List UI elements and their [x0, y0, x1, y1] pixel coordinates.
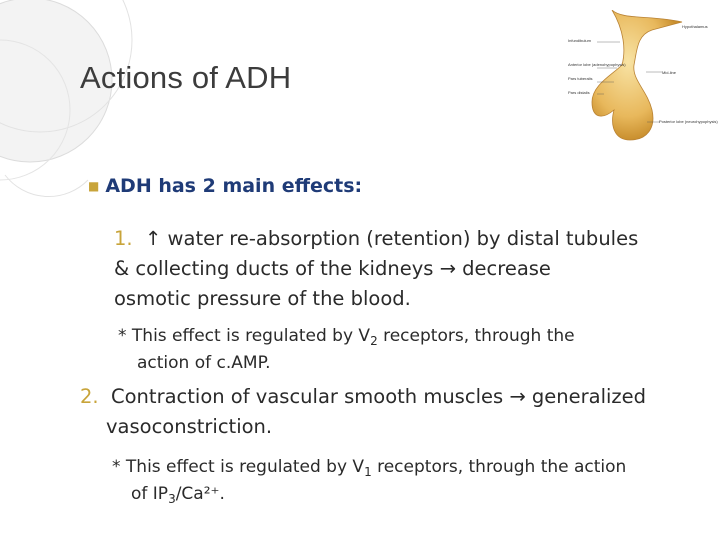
effect-1-line-2: & collecting ducts of the kidneys → decrease	[114, 257, 551, 280]
label-posterior-lobe: Posterior lobe (neurohypophysis)	[659, 119, 718, 124]
effect-2	[80, 382, 646, 442]
pituitary-illustration	[552, 10, 718, 160]
label-hypothalamus: Hypothalamus	[682, 24, 708, 29]
bullet-text: ADH has 2 main effects:	[105, 175, 363, 197]
effect-1-note-post: receptors, through the	[377, 326, 575, 346]
effect-1-line-1: ↑ water re-absorption (retention) by distal tubules	[145, 227, 639, 250]
effect-2-note-line-2-pre: of IP	[131, 484, 169, 504]
effect-1-note	[118, 325, 575, 374]
label-mid-line: Mid-line	[662, 70, 677, 75]
main-bullet	[88, 175, 362, 197]
label-infundibulum: Infundibulum	[568, 38, 591, 43]
effect-1-note-pre: * This effect is regulated by V	[118, 326, 371, 346]
label-pars-tuberalis: Pars tuberalis	[568, 76, 593, 81]
effect-2-note-sub: 1	[364, 465, 372, 479]
effect-2-note-line-2-post: /Ca²⁺.	[175, 484, 225, 504]
effect-1	[114, 224, 638, 314]
label-pars-distalis: Pars distalis	[568, 90, 590, 95]
effect-2-line-2: vasoconstriction.	[106, 415, 273, 438]
effect-1-number: 1.	[114, 227, 133, 250]
slide-title: Actions of ADH	[80, 60, 292, 95]
effect-2-number: 2.	[80, 385, 99, 408]
square-bullet-icon: ■	[88, 179, 100, 193]
effect-2-note-line-2-sub: 3	[168, 492, 176, 506]
effect-2-note-pre: * This effect is regulated by V	[112, 457, 365, 477]
effect-2-line-1: Contraction of vascular smooth muscles → generalized	[111, 385, 647, 408]
label-anterior-lobe: Anterior lobe (adenohypophysis)	[568, 62, 626, 67]
effect-1-note-sub: 2	[370, 334, 378, 348]
effect-1-line-3: osmotic pressure of the blood.	[114, 287, 411, 310]
effect-2-note-post: receptors, through the action	[371, 457, 627, 477]
effect-2-note	[112, 456, 626, 510]
effect-1-note-line-2: action of c.AMP.	[137, 353, 271, 373]
